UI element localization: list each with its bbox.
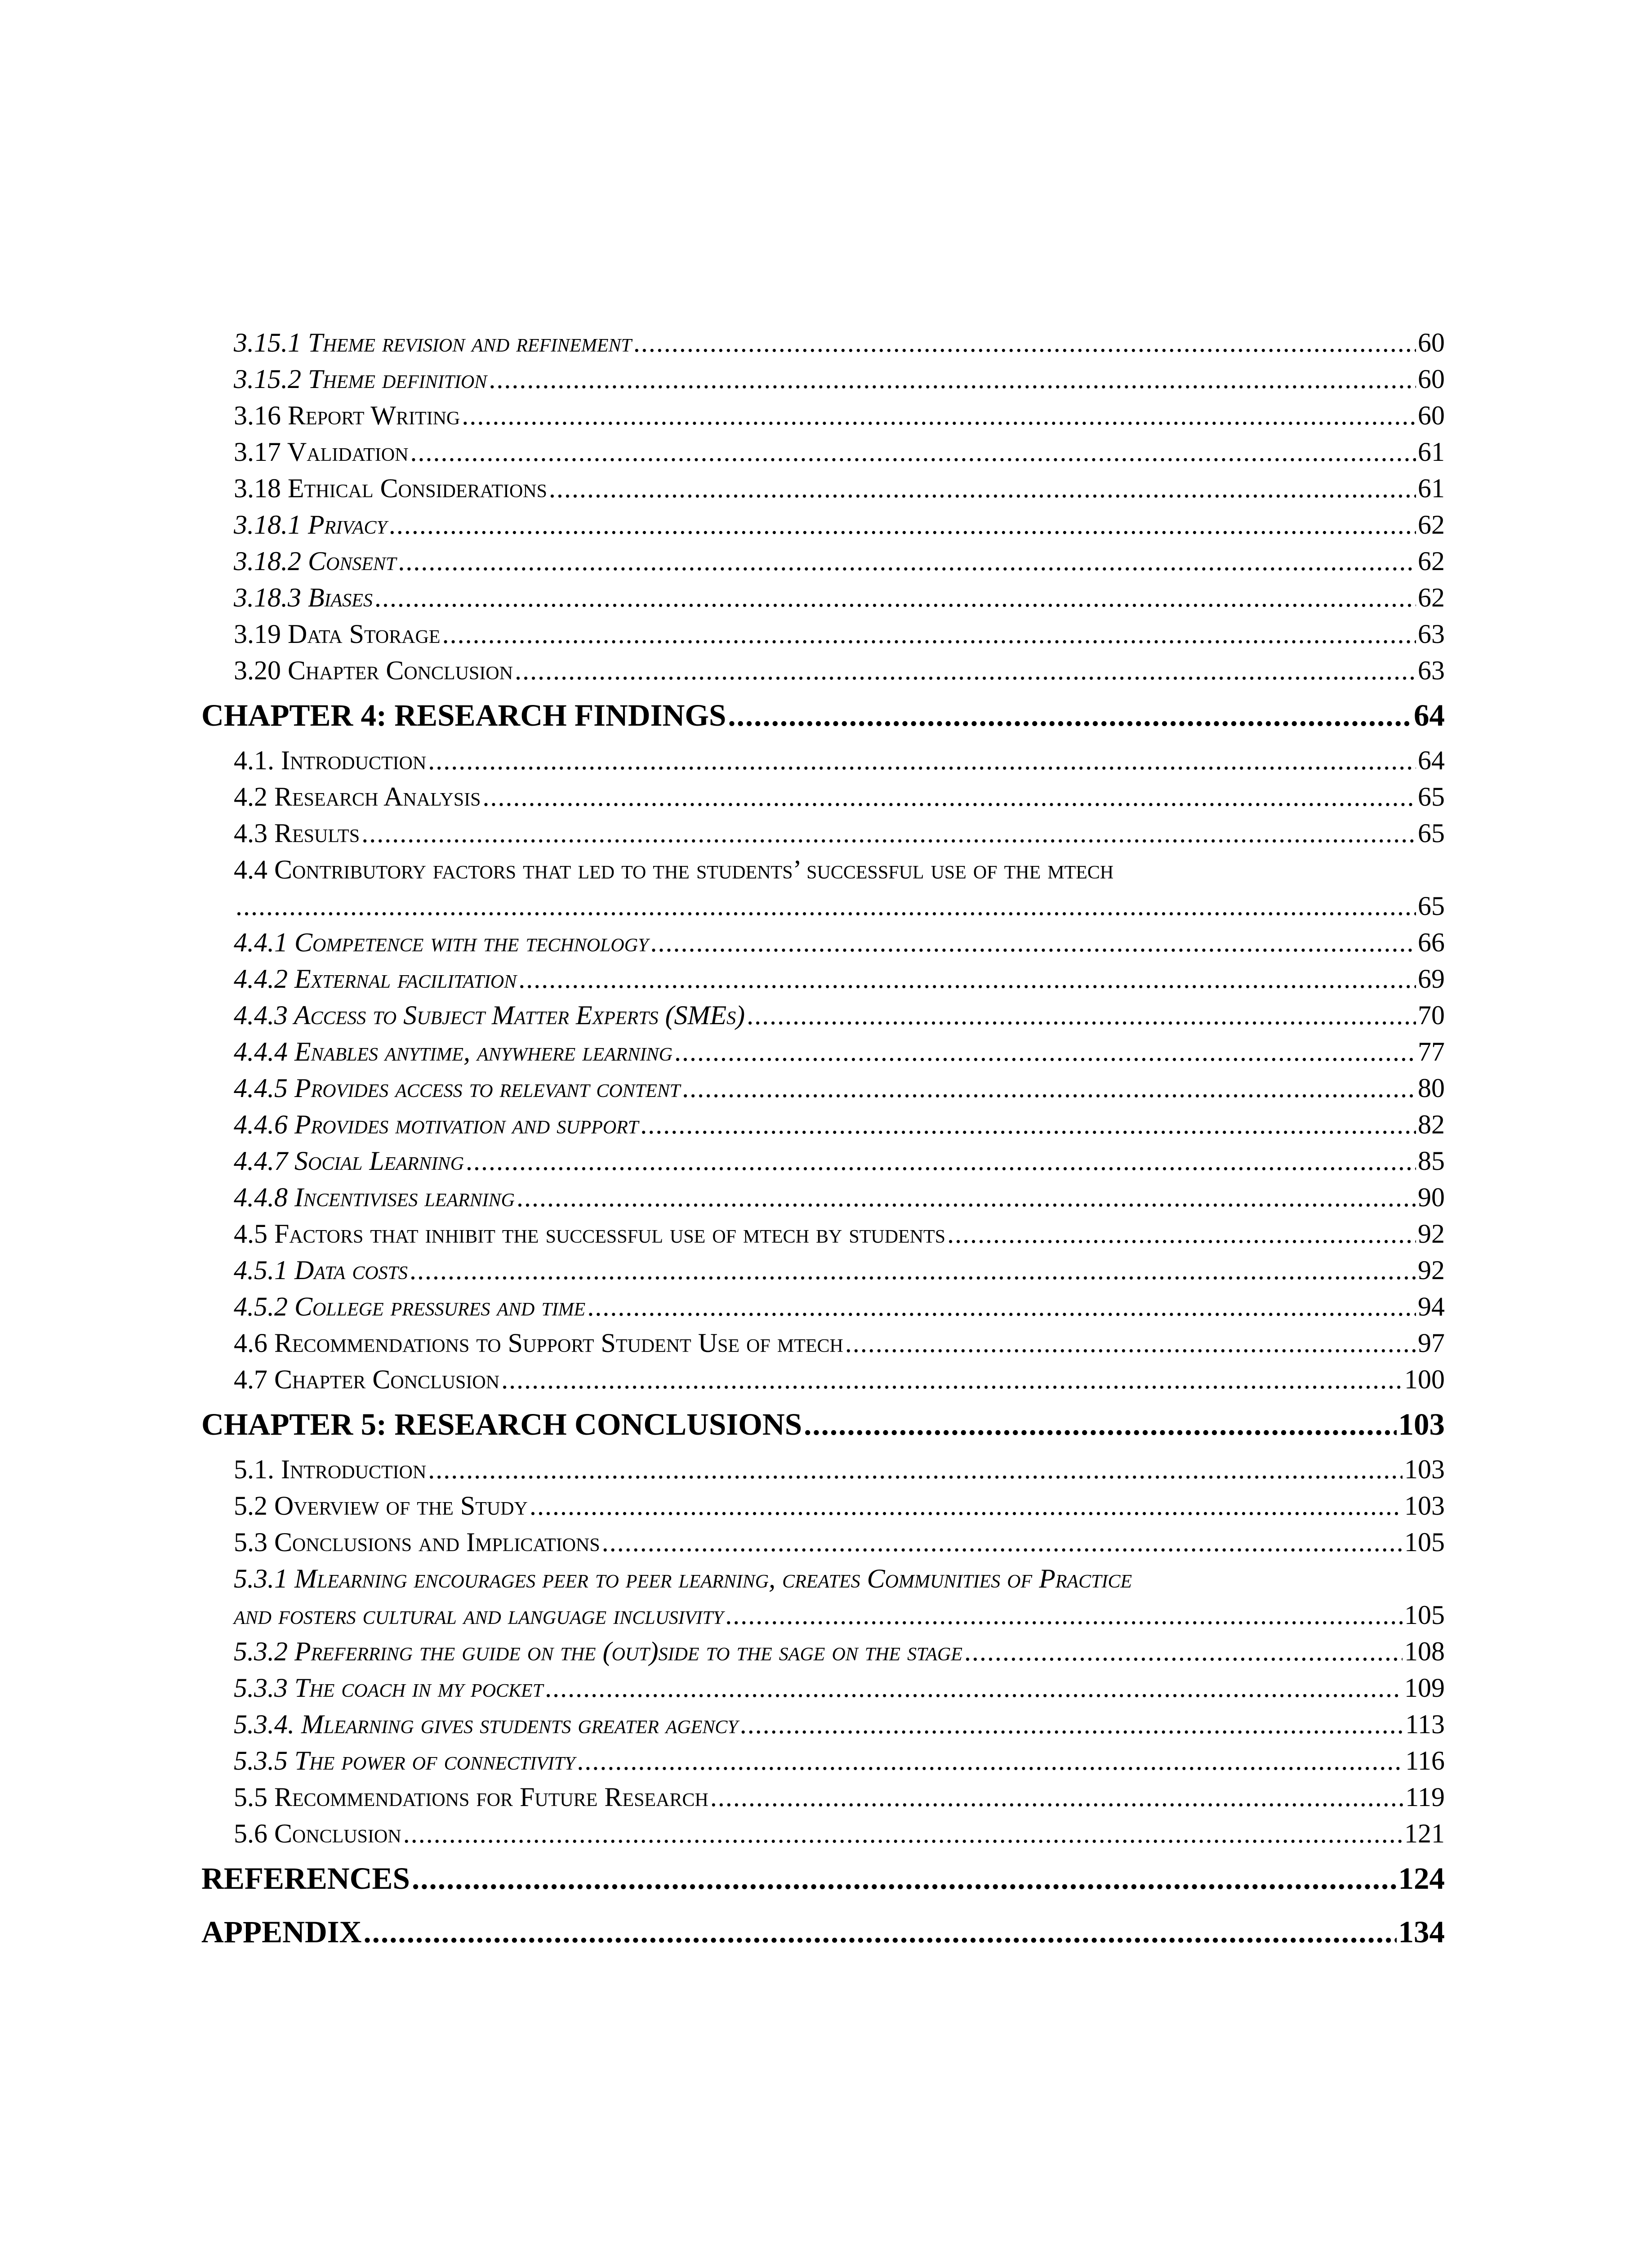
toc-page-number: 64 [1414,698,1445,732]
toc-entry[interactable] [201,1106,1445,1143]
toc-page-number: 108 [1404,1637,1445,1666]
dot-leader [403,1815,1403,1852]
toc-page-number: 80 [1418,1073,1445,1103]
toc-chapter-heading[interactable] [201,689,1445,742]
toc-entry-title: 4.5.1 Data costs [234,1255,408,1285]
toc-entry-title: 3.15.2 Theme definition [234,364,487,394]
toc-page-number: 121 [1404,1819,1445,1848]
toc-entry[interactable] [201,1252,1445,1289]
toc-entry[interactable] [201,361,1445,397]
dot-leader [674,1034,1416,1070]
toc-page-number: 62 [1418,583,1445,612]
toc-entry[interactable] [201,1289,1445,1325]
dot-leader [364,1905,1397,1959]
dot-leader [489,361,1416,397]
toc-page-number: 65 [1418,891,1445,921]
toc-entry-title: 5.3 Conclusions and Implications [234,1527,600,1557]
toc-entry[interactable] [201,1488,1445,1524]
toc-entry[interactable] [201,1216,1445,1252]
toc-page-number: 66 [1418,928,1445,957]
dot-leader [728,689,1412,742]
toc-entry-title: 3.18 Ethical Considerations [234,473,547,503]
toc-chapter-title: CHAPTER 5: RESEARCH CONCLUSIONS [201,1407,802,1441]
toc-page-number: 109 [1404,1673,1445,1703]
toc-entry[interactable] [201,1179,1445,1216]
toc-page-number: 63 [1418,619,1445,649]
toc-chapter-title: CHAPTER 4: RESEARCH FINDINGS [201,698,726,732]
toc-entry-title: 4.4.8 Incentivises learning [234,1182,515,1212]
toc-entry-title: 4.5 Factors that inhibit the successful use of mtech by students [234,1219,946,1249]
toc-page-number: 65 [1418,818,1445,848]
dot-leader [518,961,1416,997]
toc-entry-title: 5.3.4. Mlearning gives students greater agency [234,1709,738,1739]
dot-leader [374,580,1416,616]
toc-entry[interactable] [201,1524,1445,1561]
toc-entry[interactable] [201,1451,1445,1488]
toc-page-number: 94 [1418,1292,1445,1321]
toc-page-number: 60 [1418,364,1445,394]
toc-references-heading[interactable] [201,1852,1445,1905]
toc-page-number: 103 [1404,1491,1445,1521]
dot-leader [633,325,1416,361]
toc-entry-title: 5.2 Overview of the Study [234,1491,528,1521]
toc-page-number: 103 [1404,1454,1445,1484]
dot-leader [947,1216,1416,1252]
dot-leader [410,434,1416,470]
dot-leader [577,1743,1403,1779]
toc-entry-title: 4.4.3 Access to Subject Matter Experts (SMEs) [234,1000,745,1030]
toc-entry[interactable] [201,1361,1445,1398]
toc-entry-title: 4.1. Introduction [234,745,427,775]
toc-entry[interactable] [201,397,1445,434]
toc-page-number: 100 [1404,1365,1445,1394]
dot-leader [428,1451,1403,1488]
dot-leader [640,1106,1416,1143]
toc-entry-title: 3.16 Report Writing [234,401,460,430]
toc-entry[interactable] [201,652,1445,689]
toc-entry[interactable] [201,1779,1445,1815]
toc-entry[interactable] [201,888,1445,924]
toc-entry-title: 3.18.1 Privacy [234,510,387,540]
dot-leader [236,888,1416,924]
toc-entry-title: 5.5 Recommendations for Future Research [234,1782,708,1812]
toc-appendix-heading[interactable] [201,1905,1445,1959]
toc-page-number: 70 [1418,1000,1445,1030]
toc-entry-title-line1[interactable]: 5.3.1 Mlearning encourages peer to peer learning, creates Communities of Practice [234,1564,1132,1593]
toc-entry-title: 3.19 Data Storage [234,619,441,649]
dot-leader [398,543,1416,580]
toc-page-number: 60 [1418,328,1445,357]
dot-leader [710,1779,1403,1815]
dot-leader [466,1143,1416,1179]
toc-page-number: 119 [1405,1782,1445,1812]
toc-entry-title: 3.18.2 Consent [234,546,396,576]
dot-leader [804,1398,1396,1451]
toc-entry[interactable] [201,961,1445,997]
toc-page-number: 64 [1418,745,1445,775]
dot-leader [389,507,1416,543]
toc-entry[interactable] [201,1706,1445,1743]
toc-page-number: 105 [1404,1527,1445,1557]
toc-entry-title: 4.3 Results [234,818,360,848]
toc-entry-title: 4.4.2 External facilitation [234,964,517,994]
toc-entry[interactable] [201,1070,1445,1106]
dot-leader [442,616,1416,652]
toc-entry-title: 3.18.3 Biases [234,583,373,612]
toc-entry[interactable] [201,470,1445,507]
toc-entry[interactable] [201,1034,1445,1070]
dot-leader [515,652,1416,689]
toc-entry-title: 4.7 Chapter Conclusion [234,1365,500,1394]
toc-page-number: 113 [1405,1709,1445,1739]
toc-page-number: 103 [1398,1407,1445,1441]
toc-entry-title: 5.3.5 The power of connectivity [234,1746,575,1775]
toc-page-number: 134 [1398,1915,1445,1949]
toc-entry-title: 5.6 Conclusion [234,1819,401,1848]
dot-leader [428,742,1416,779]
dot-leader [587,1289,1416,1325]
dot-leader [740,1706,1403,1743]
dot-leader [602,1524,1403,1561]
toc-entry-title: 3.15.1 Theme revision and refinement [234,328,632,357]
toc-chapter-heading[interactable] [201,1398,1445,1451]
toc-page-number: 92 [1418,1255,1445,1285]
dot-leader [845,1325,1416,1361]
toc-page-number: 85 [1418,1146,1445,1176]
dot-leader [530,1488,1403,1524]
toc-entry-title: 3.17 Validation [234,437,409,467]
toc-page-number: 124 [1398,1861,1445,1896]
toc-entry[interactable] [201,616,1445,652]
toc-page-number: 92 [1418,1219,1445,1249]
toc-page-number: 69 [1418,964,1445,994]
toc-entry[interactable] [201,779,1445,815]
toc-entry[interactable] [201,924,1445,961]
dot-leader [501,1361,1403,1398]
toc-page-number: 116 [1405,1746,1445,1775]
toc-entry[interactable] [201,1633,1445,1670]
toc-entry[interactable] [201,1143,1445,1179]
dot-leader [964,1633,1403,1670]
toc-page-number: 61 [1418,437,1445,467]
toc-page-number: 97 [1418,1328,1445,1358]
toc-entry-title: 5.3.3 The coach in my pocket [234,1673,543,1703]
toc-entry-title: 4.4.6 Provides motivation and support [234,1110,639,1139]
toc-page-number: 62 [1418,546,1445,576]
toc-page-number: 105 [1404,1600,1445,1630]
toc-entry-title: 4.4.7 Social Learning [234,1146,464,1176]
toc-entry-title: 4.5.2 College pressures and time [234,1292,586,1321]
toc-entry[interactable] [201,997,1445,1034]
toc-page-number: 60 [1418,401,1445,430]
toc-entry-title-line1[interactable]: 4.4 Contributory factors that led to the students’ successful use of the mtech [234,855,1114,884]
dot-leader [747,997,1416,1034]
dot-leader [650,924,1416,961]
dot-leader [725,1597,1403,1633]
toc-entry[interactable] [201,580,1445,616]
toc-entry[interactable] [201,1597,1445,1633]
toc-entry-title: 5.3.2 Preferring the guide on the (out)side to the sage on the stage [234,1637,963,1666]
dot-leader [545,1670,1403,1706]
toc-entry-title: 4.4.5 Provides access to relevant content [234,1073,681,1103]
dot-leader [412,1852,1397,1905]
toc-page-number: 90 [1418,1182,1445,1212]
toc-entry-title: 5.1. Introduction [234,1454,427,1484]
toc-entry[interactable] [201,815,1445,852]
toc-entry-title: 4.4.4 Enables anytime, anywhere learning [234,1037,672,1066]
toc-chapter-title: REFERENCES [201,1861,410,1896]
toc-entry-title: 4.6 Recommendations to Support Student Use of mtech [234,1328,843,1358]
toc-entry[interactable] [201,507,1445,543]
dot-leader [682,1070,1416,1106]
table-of-contents [201,325,1445,1959]
toc-page-number: 63 [1418,656,1445,685]
dot-leader [483,779,1416,815]
toc-entry[interactable] [201,325,1445,361]
toc-entry[interactable] [201,1743,1445,1779]
dot-leader [361,815,1416,852]
toc-page-number: 61 [1418,473,1445,503]
toc-entry-title: and fosters cultural and language inclusivity [234,1600,724,1630]
toc-entry[interactable] [201,1325,1445,1361]
dot-leader [462,397,1416,434]
toc-entry-title: 4.2 Research Analysis [234,782,481,812]
toc-entry[interactable] [201,742,1445,779]
dot-leader [549,470,1416,507]
toc-page-number: 62 [1418,510,1445,540]
dot-leader [517,1179,1416,1216]
toc-entry[interactable] [201,543,1445,580]
toc-chapter-title: APPENDIX [201,1915,362,1949]
toc-page-number: 82 [1418,1110,1445,1139]
toc-page-number: 77 [1418,1037,1445,1066]
toc-entry-title: 3.20 Chapter Conclusion [234,656,513,685]
toc-entry-title: 4.4.1 Competence with the technology [234,928,649,957]
toc-entry[interactable] [201,434,1445,470]
toc-entry[interactable] [201,1670,1445,1706]
dot-leader [410,1252,1416,1289]
toc-entry[interactable] [201,1815,1445,1852]
toc-page-number: 65 [1418,782,1445,812]
